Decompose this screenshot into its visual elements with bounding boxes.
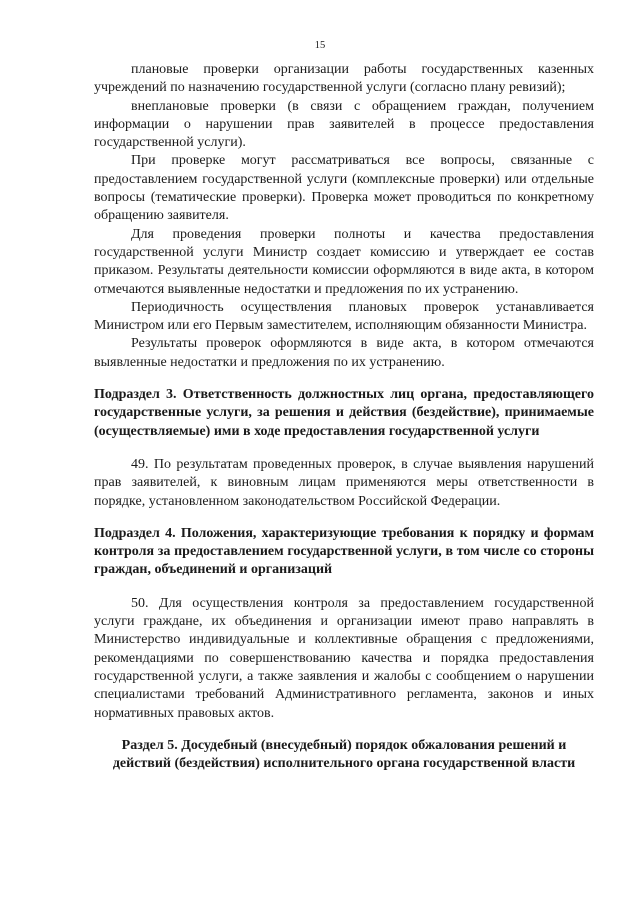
paragraph: плановые проверки организации работы государственных казенных учреждений по назначению государственной услуги (согласно плану ревизий); (94, 62, 594, 96)
page-number: 15 (314, 40, 326, 51)
paragraph: Результаты проверок оформляются в виде акта, в котором отмечаются выявленные недостатки и предложения по их устранению. (94, 336, 594, 370)
subsection-4-heading: Подраздел 4. Положения, характеризующие требования к порядку и формам контроля за предоставлением государственной услуги, в том числе со стороны граждан, объединений и организаций (94, 525, 594, 578)
paragraph: Для проведения проверки полноты и качества предоставления государственной услуги Министр создает комиссию и утверждает ее состав приказом. Результаты деятельности комиссии оформляются в виде акта, в котором отмечаются выявленные недостатки и предложения по их устранению. (94, 226, 594, 297)
subsection-3-heading: Подраздел 3. Ответственность должностных лиц органа, предоставляющего государственные услуги, за решения и действия (бездействие), принимаемые (осуществляемые) ими в ходе предоставления государственной услуги (94, 387, 594, 439)
page-content (94, 61, 594, 773)
paragraph: внеплановые проверки (в связи с обращением граждан, получением информации о нарушении прав заявителей в процессе предоставления государственной услуги). (94, 98, 594, 151)
paragraph-50: 50. Для осуществления контроля за предоставлением государственной услуги граждане, их объединения и организации имеют право направлять в Министерство индивидуальные и коллективные обращения с предложениями, рекомендациями по совершенствованию качества и порядка предоставления государственной услуги, а также заявления и жалобы с сообщением о нарушении специалистами требований Административного регламента, законов и иных нормативных правовых актов. (94, 595, 594, 721)
paragraph-49: 49. По результатам проведенных проверок, в случае выявления нарушений прав заявителей, к виновным лицам применяются меры ответственности в порядке, установленном законодательством Российской Федерации. (94, 456, 594, 509)
paragraph: Периодичность осуществления плановых проверок устанавливается Министром или его Первым заместителем, исполняющим обязанности Министра. (94, 299, 594, 334)
section-5-heading: Раздел 5. Досудебный (внесудебный) порядок обжалования решений и действий (бездействия) исполнительного органа государственной власти (112, 737, 576, 772)
paragraph: При проверке могут рассматриваться все вопросы, связанные с предоставлением государственной услуги (комплексные проверки) или отдельные вопросы (тематические проверки). Проверка может проводиться по конкретному обращению заявителя. (94, 153, 594, 224)
